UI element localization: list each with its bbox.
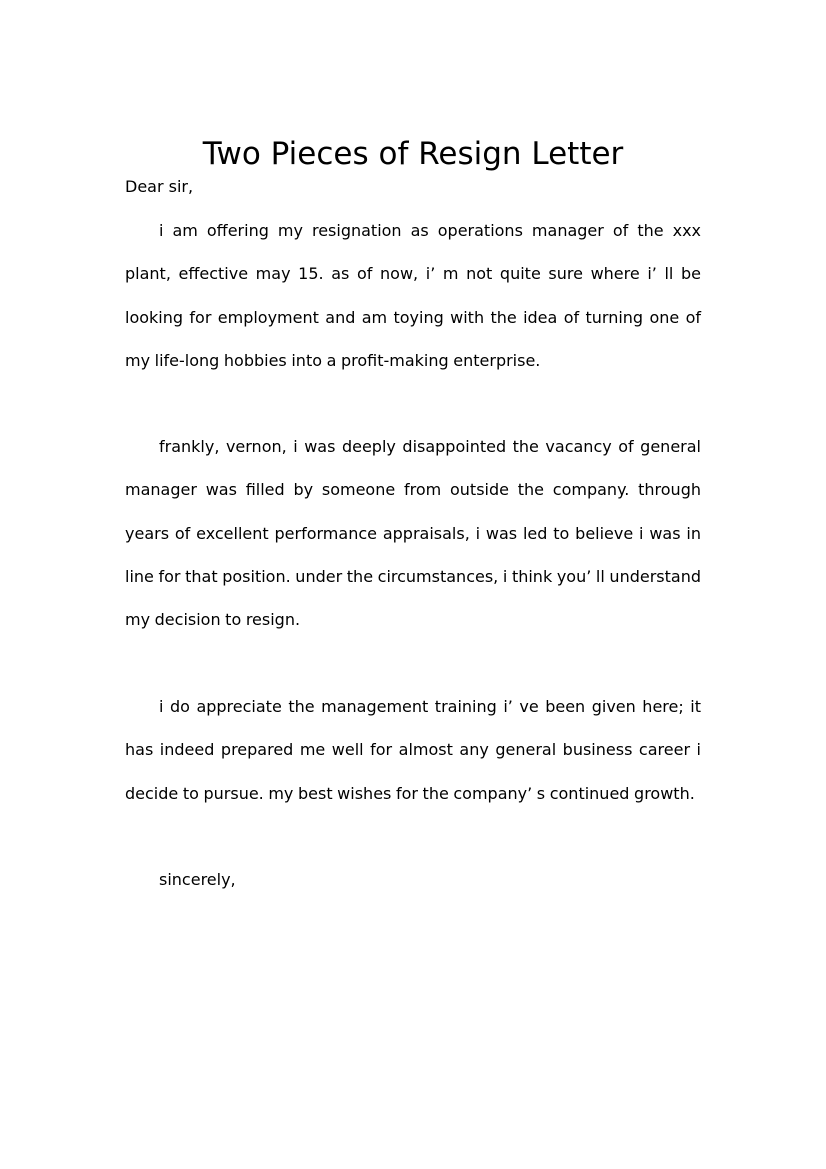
closing: sincerely, [159, 870, 236, 889]
paragraph-1: i am offering my resignation as operations manager of the xxx plant, effective may 15. as of now, i’ m not quite sure where i’ ll be looking for employment and am toying with the idea of turning one of my life-long hobbies into a profit-making enterprise. [125, 221, 701, 370]
letter-title: Two Pieces of Resign Letter [202, 135, 624, 172]
paragraph-3: i do appreciate the management training i’ ve been given here; it has indeed prepared me well for almost any general business career i decide to pursue. my best wishes for the company’ s continued growth. [125, 697, 701, 803]
salutation: Dear sir, [125, 177, 194, 196]
paragraph-2: frankly, vernon, i was deeply disappointed the vacancy of general manager was filled by someone from outside the company. through years of excellent performance appraisals, i was led to believe i was in line for that position. under the circumstances, i think you’ ll understand my decision to resign. [125, 437, 701, 630]
